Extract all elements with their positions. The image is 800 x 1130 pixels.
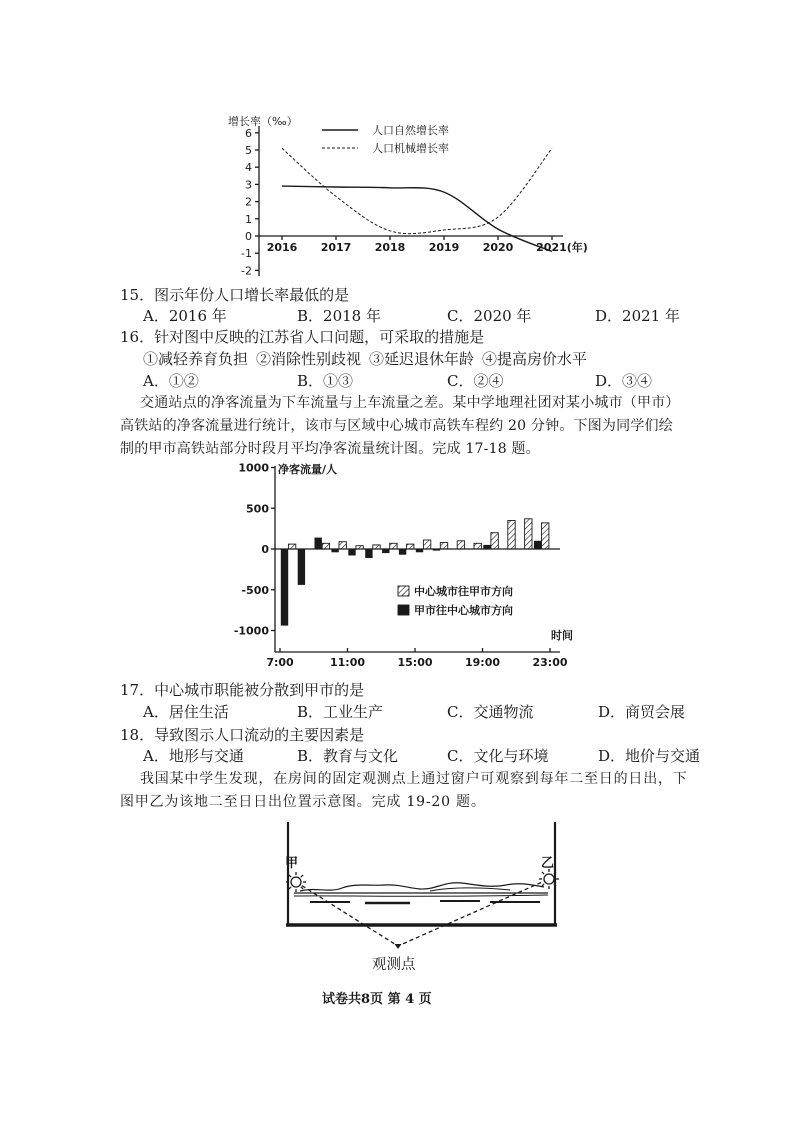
bar-center-to-jiashi [542, 523, 549, 549]
bar-center-to-jiashi [508, 521, 515, 550]
x-tick-label: 2020 [482, 241, 514, 254]
legend-label: 人口机械增长率 [372, 142, 449, 155]
q16-stem: 16．针对图中反映的江苏省人口问题，可采取的措施是 [120, 328, 485, 346]
y-axis-title: 净客流量/人 [278, 463, 338, 476]
y-tick-label: 500 [246, 502, 269, 516]
mechanical-growth-line [282, 148, 552, 233]
legend-swatch [398, 605, 409, 615]
q18-option-c: C．文化与环境 [447, 747, 549, 765]
bar-jiashi-to-center [399, 549, 406, 555]
sun-icon [286, 872, 306, 892]
bar-center-to-jiashi [525, 519, 532, 549]
y-axis-title: 增长率（‰） [228, 115, 298, 128]
x-tick-label: 19:00 [464, 656, 501, 669]
net-passenger-flow-bar-chart [228, 458, 600, 676]
label-jia: 甲 [285, 856, 299, 871]
q16-item-3: ③延迟退休年龄 [369, 350, 475, 368]
q16-option-d: D．③④ [595, 372, 653, 390]
x-tick-label: 2017 [320, 241, 352, 254]
q17-option-b: B．工业生产 [297, 703, 384, 721]
intro-19-20-line: 我国某中学生发现，在房间的固定观测点上通过窗户可观察到每年二至日的日出，下 [140, 771, 688, 787]
q17-option-d: D．商贸会展 [598, 703, 686, 721]
bar-center-to-jiashi [390, 543, 397, 549]
y-tick-label: -500 [241, 583, 269, 597]
label-yi: 乙 [541, 856, 555, 871]
bar-jiashi-to-center [382, 549, 389, 553]
intro-17-18-line: 制的甲市高铁站部分时段月平均净客流量统计图。完成 17-18 题。 [120, 441, 540, 457]
q17-option-a: A．居住生活 [143, 703, 229, 721]
bar-center-to-jiashi [356, 546, 363, 549]
legend-label: 甲市往中心城市方向 [414, 604, 513, 617]
bar-center-to-jiashi [322, 543, 329, 549]
bar-jiashi-to-center [281, 549, 288, 626]
x-tick-label: 2016 [266, 241, 298, 254]
q16-option-c: C．②④ [447, 372, 504, 390]
x-tick-label: 7:00 [266, 656, 294, 669]
legend-label: 人口自然增长率 [372, 124, 449, 137]
x-axis-title: 时间 [551, 629, 573, 642]
y-tick-label: -2 [241, 264, 252, 278]
y-tick-label: 5 [245, 144, 252, 157]
q15-option-b: B．2018 年 [297, 307, 381, 325]
y-tick-label: 1 [245, 212, 252, 226]
y-tick-label: 3 [245, 178, 252, 192]
x-tick-label: 2018 [374, 241, 406, 254]
sunrise-window-diagram [280, 815, 565, 955]
q15-option-d: D．2021 年 [595, 307, 680, 325]
observer-label: 观测点 [372, 957, 416, 973]
legend-label: 中心城市往甲市方向 [414, 585, 513, 598]
landscape-horizon [294, 883, 548, 903]
bar-jiashi-to-center [298, 549, 305, 585]
bar-jiashi-to-center [365, 549, 372, 558]
x-tick-label: 2021(年) [536, 241, 588, 254]
bar-jiashi-to-center [433, 549, 440, 551]
intro-17-18-line: 交通站点的净客流量为下车流量与上车流量之差。某中学地理社团对某小城市（甲市） [140, 395, 680, 411]
q15-stem: 15．图示年份人口增长率最低的是 [120, 286, 350, 304]
q16-measure-list [143, 350, 595, 368]
intro-19-20-line: 图甲乙为该地二至日日出位置示意图。完成 19-20 题。 [120, 794, 486, 810]
bar-jiashi-to-center [331, 549, 338, 552]
q18-option-d: D．地价与交通 [598, 747, 701, 765]
q16-item-4: ④提高房价水平 [482, 350, 588, 368]
sun-icon [539, 869, 559, 889]
bar-center-to-jiashi [491, 533, 498, 549]
y-tick-label: -1000 [233, 624, 269, 638]
bar-jiashi-to-center [315, 538, 322, 549]
q15-option-c: C．2020 年 [447, 307, 532, 325]
x-tick-label: 2019 [428, 241, 460, 254]
bar-center-to-jiashi [288, 544, 295, 549]
bar-jiashi-to-center [534, 541, 541, 549]
bar-jiashi-to-center [416, 549, 423, 552]
y-tick-label: 1000 [238, 461, 269, 475]
bar-center-to-jiashi [423, 540, 430, 549]
y-tick-label: 2 [245, 195, 252, 209]
bar-center-to-jiashi [440, 543, 447, 550]
y-tick-label: 6 [245, 126, 252, 140]
q18-option-a: A．地形与交通 [143, 747, 244, 765]
q15-option-a: A．2016 年 [143, 307, 227, 325]
q18-stem: 18．导致图示人口流动的主要因素是 [120, 726, 365, 744]
y-tick-label: 4 [245, 161, 252, 175]
y-tick-label: -1 [241, 247, 252, 261]
q16-item-1: ①减轻养育负担 [143, 350, 249, 368]
q17-option-c: C．交通物流 [447, 703, 534, 721]
bar-center-to-jiashi [373, 545, 380, 549]
x-tick-label: 15:00 [397, 656, 433, 669]
population-growth-line-chart [218, 110, 598, 280]
q16-option-a: A．①② [143, 372, 199, 390]
q16-item-2: ②消除性别歧视 [256, 350, 362, 368]
intro-17-18-line: 高铁站的净客流量进行统计，该市与区域中心城市高铁车程约 20 分钟。下图为同学们绘 [120, 418, 673, 434]
bar-jiashi-to-center [348, 549, 355, 556]
bar-center-to-jiashi [457, 541, 464, 549]
page-footer: 试卷共8页 第 4 页 [322, 992, 432, 1007]
q17-stem: 17．中心城市职能被分散到甲市的是 [120, 681, 365, 699]
x-tick-label: 11:00 [329, 656, 366, 669]
q18-option-b: B．教育与文化 [297, 747, 399, 765]
observer-point-marker [395, 944, 402, 949]
legend-swatch [398, 586, 409, 596]
bar-jiashi-to-center [483, 545, 490, 549]
bar-center-to-jiashi [407, 544, 414, 549]
y-tick-label: 0 [261, 543, 269, 556]
y-tick-label: 0 [245, 230, 252, 243]
bar-center-to-jiashi [339, 542, 346, 549]
q16-option-b: B．①③ [297, 372, 354, 390]
x-tick-label: 23:00 [532, 656, 568, 669]
bar-center-to-jiashi [474, 543, 481, 549]
